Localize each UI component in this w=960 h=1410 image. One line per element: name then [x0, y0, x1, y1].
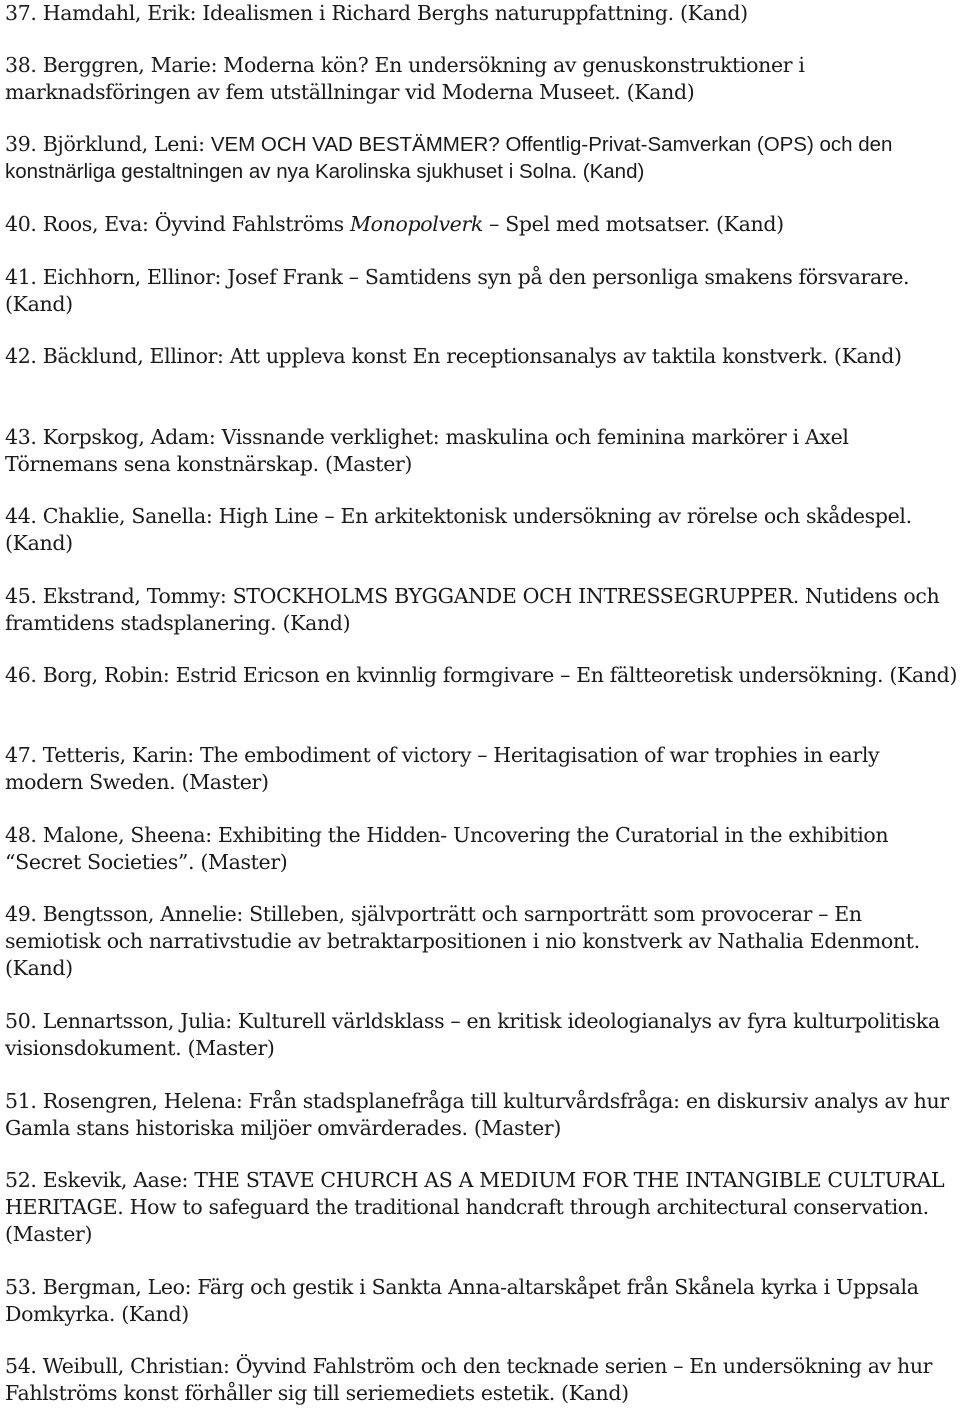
entry-prefix: 40. Roos, Eva: Öyvind Fahlströms [5, 212, 350, 236]
entry-text: 53. Bergman, Leo: Färg och gestik i Sankta Anna-altarskåpet från Skånela kyrka i Uppsala Domkyrka. (Kand) [5, 1275, 919, 1326]
list-item [5, 343, 960, 370]
entry-text: 46. Borg, Robin: Estrid Ericson en kvinnlig formgivare – En fältteoretisk undersökning. (Kand) [5, 663, 958, 687]
entry-text: 37. Hamdahl, Erik: Idealismen i Richard Berghs naturuppfattning. (Kand) [5, 1, 748, 25]
list-item [5, 583, 960, 637]
list-item [5, 424, 960, 478]
list-item [5, 662, 960, 689]
list-item [5, 503, 960, 557]
entry-italic-title: Monopolverk [350, 212, 483, 236]
entry-text: 49. Bengtsson, Annelie: Stilleben, självporträtt och sarnporträtt som provocerar – En semiotisk och narrativstudie av betraktarpositionen i nio konstverk av Nathalia Edenmont. (Kand) [5, 902, 920, 980]
list-item [5, 52, 960, 106]
list-item [5, 211, 960, 238]
entry-prefix: 39. Björklund, Leni: [5, 132, 211, 156]
entry-text: 51. Rosengren, Helena: Från stadsplanefråga till kulturvårdsfråga: en diskursiv analys av hur Gamla stans historiska miljöer omvärderades. (Master) [5, 1089, 949, 1140]
entry-rest: – Spel med motsatser. (Kand) [482, 212, 784, 236]
entry-title: VEM OCH VAD BESTÄMMER? [210, 133, 500, 156]
list-item [5, 131, 960, 185]
list-item [5, 0, 960, 27]
entry-text: 50. Lennartsson, Julia: Kulturell världsklass – en kritisk ideologianalys av fyra kulturpolitiska visionsdokument. (Master) [5, 1009, 940, 1060]
entry-text: 54. Weibull, Christian: Öyvind Fahlström och den tecknade serien – En undersökning av hur Fahlströms konst förhåller sig till seriemediets estetik. (Kand) [5, 1354, 933, 1405]
list-item [5, 264, 960, 318]
entry-text: 44. Chaklie, Sanella: High Line – En arkitektonisk undersökning av rörelse och skådespel. (Kand) [5, 504, 912, 555]
list-item [5, 822, 960, 876]
list-item [5, 1274, 960, 1328]
entry-rest: Offentlig-Privat-Samverkan (OPS) och den konstnärliga gestaltningen av nya Karolinska sjukhuset i Solna. (Kand) [5, 133, 893, 183]
list-item [5, 1008, 960, 1062]
entry-text: 47. Tetteris, Karin: The embodiment of victory – Heritagisation of war trophies in early modern Sweden. (Master) [5, 743, 880, 794]
entry-text: 52. Eskevik, Aase: THE STAVE CHURCH AS A MEDIUM FOR THE INTANGIBLE CULTURAL HERITAGE. How to safeguard the traditional handcraft through architectural conservation. (Master) [5, 1168, 945, 1246]
list-item [5, 1088, 960, 1142]
entry-text: 42. Bäcklund, Ellinor: Att uppleva konst En receptionsanalys av taktila konstverk. (Kand) [5, 344, 902, 368]
entry-text: 43. Korpskog, Adam: Vissnande verklighet: maskulina och feminina markörer i Axel Törnemans sena konstnärskap. (Master) [5, 425, 849, 476]
entry-text: 48. Malone, Sheena: Exhibiting the Hidden- Uncovering the Curatorial in the exhibition “Secret Societies”. (Master) [5, 823, 889, 874]
entry-text: 41. Eichhorn, Ellinor: Josef Frank – Samtidens syn på den personliga smakens försvarare. (Kand) [5, 265, 910, 316]
list-item [5, 1353, 960, 1407]
list-item [5, 1167, 960, 1248]
entry-text: 45. Ekstrand, Tommy: STOCKHOLMS BYGGANDE OCH INTRESSEGRUPPER. Nutidens och framtidens stadsplanering. (Kand) [5, 584, 940, 635]
entry-text: 38. Berggren, Marie: Moderna kön? En undersökning av genuskonstruktioner i marknadsföringen av fem utställningar vid Moderna Museet. (Kand) [5, 53, 805, 104]
list-item [5, 742, 960, 796]
list-item [5, 901, 960, 982]
